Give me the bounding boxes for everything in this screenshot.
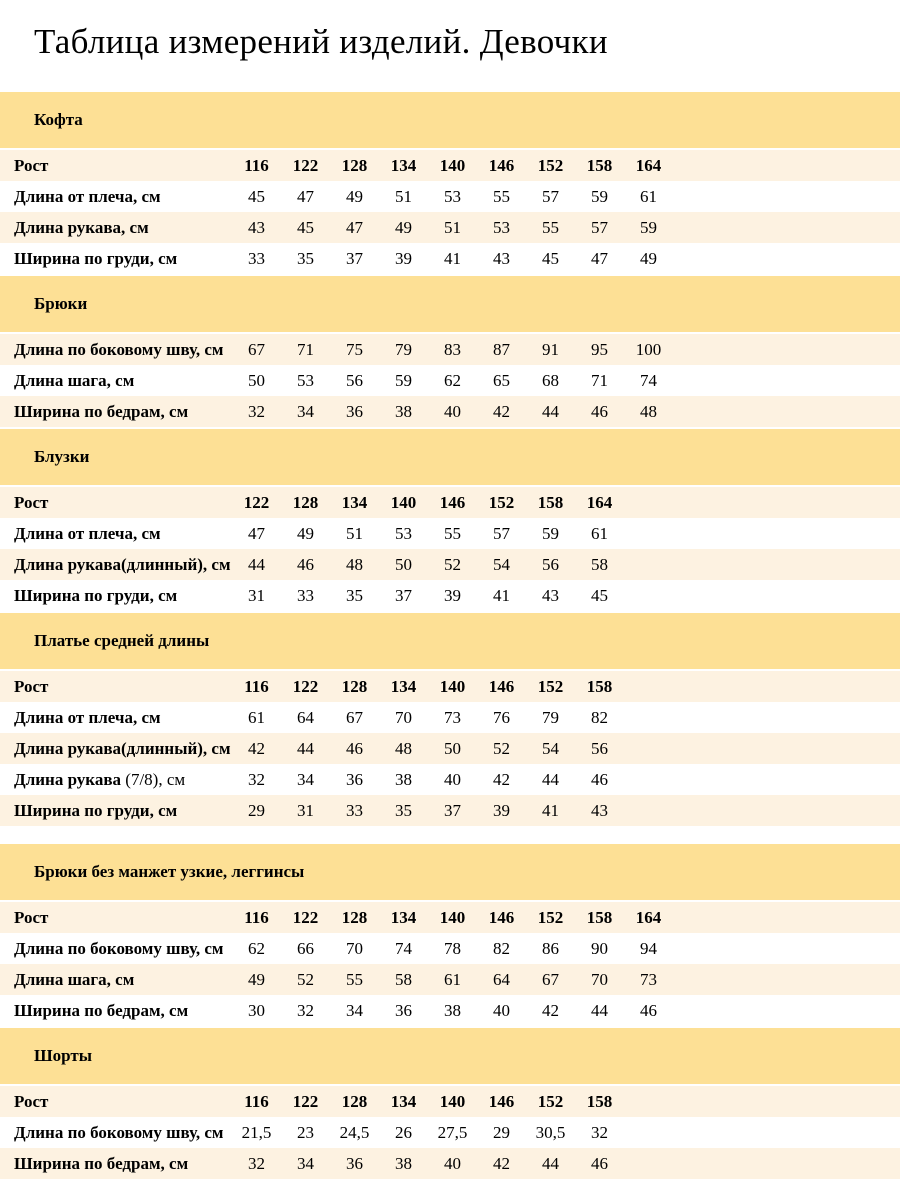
size-header-row — [0, 150, 900, 181]
cell-value: 64 — [297, 707, 314, 727]
cell-value: 70 — [591, 969, 608, 989]
cell-value: 67 — [542, 969, 559, 989]
cell-value: 41 — [542, 800, 559, 820]
row-label: Длина по боковому шву, см — [14, 938, 224, 958]
cell-value: 33 — [346, 800, 363, 820]
cell-value: 82 — [591, 707, 608, 727]
measurement-table — [0, 1086, 900, 1179]
section-title: Шорты — [34, 1046, 93, 1065]
row-filler — [673, 902, 900, 933]
row-filler — [624, 795, 900, 826]
size-header-row — [0, 1086, 900, 1117]
section-header-band — [0, 92, 900, 148]
row-label: Рост — [14, 155, 49, 175]
cell-value: 51 — [444, 217, 461, 237]
cell-value: 35 — [297, 248, 314, 268]
cell-value: 46 — [591, 1153, 608, 1173]
cell-value: 40 — [444, 1153, 461, 1173]
table-row — [0, 212, 900, 243]
cell-value: 37 — [346, 248, 363, 268]
row-filler — [673, 181, 900, 212]
cell-value: 49 — [346, 186, 363, 206]
section-title: Брюки — [34, 294, 88, 313]
cell-value: 57 — [591, 217, 608, 237]
row-label: Рост — [14, 907, 49, 927]
row-label: Длина от плеча, см — [14, 707, 161, 727]
size-value: 152 — [537, 1091, 564, 1111]
cell-value: 43 — [493, 248, 510, 268]
section-header-band — [0, 844, 900, 900]
cell-value: 41 — [493, 585, 510, 605]
section-header-band — [0, 1028, 900, 1084]
cell-value: 50 — [395, 554, 412, 574]
size-value: 122 — [292, 676, 319, 696]
cell-value: 83 — [444, 339, 461, 359]
table-row — [0, 396, 900, 427]
cell-value: 44 — [297, 738, 314, 758]
cell-value: 48 — [395, 738, 412, 758]
measurement-table — [0, 487, 900, 611]
cell-value: 43 — [591, 800, 608, 820]
cell-value: 87 — [493, 339, 510, 359]
cell-value: 52 — [444, 554, 461, 574]
cell-value: 32 — [297, 1000, 314, 1020]
cell-value: 46 — [591, 769, 608, 789]
section-title: Брюки без манжет узкие, леггинсы — [34, 862, 305, 881]
cell-value: 41 — [444, 248, 461, 268]
table-row — [0, 995, 900, 1026]
cell-value: 40 — [444, 769, 461, 789]
row-filler — [673, 933, 900, 964]
cell-value: 36 — [346, 401, 363, 421]
cell-value: 79 — [542, 707, 559, 727]
cell-value: 59 — [542, 523, 559, 543]
section — [0, 276, 900, 427]
cell-value: 46 — [640, 1000, 657, 1020]
table-row — [0, 365, 900, 396]
cell-value: 44 — [591, 1000, 608, 1020]
cell-value: 29 — [248, 800, 265, 820]
measurement-table — [0, 150, 900, 274]
measurement-table — [0, 671, 900, 826]
table-row — [0, 518, 900, 549]
cell-value: 37 — [395, 585, 412, 605]
cell-value: 36 — [346, 769, 363, 789]
cell-value: 59 — [640, 217, 657, 237]
cell-value: 46 — [346, 738, 363, 758]
cell-value: 74 — [395, 938, 412, 958]
row-label: Длина рукава(длинный), см — [14, 738, 231, 758]
cell-value: 73 — [444, 707, 461, 727]
cell-value: 52 — [297, 969, 314, 989]
cell-value: 30 — [248, 1000, 265, 1020]
cell-value: 76 — [493, 707, 510, 727]
cell-value: 36 — [395, 1000, 412, 1020]
cell-value: 33 — [297, 585, 314, 605]
cell-value: 61 — [640, 186, 657, 206]
table-row — [0, 181, 900, 212]
size-value: 134 — [390, 155, 417, 175]
row-filler — [624, 764, 900, 795]
cell-value: 53 — [493, 217, 510, 237]
cell-value: 67 — [346, 707, 363, 727]
size-value: 140 — [439, 1091, 466, 1111]
row-filler — [624, 1086, 900, 1117]
row-label: Длина от плеча, см — [14, 186, 161, 206]
row-label: Ширина по груди, см — [14, 585, 178, 605]
cell-value: 56 — [591, 738, 608, 758]
cell-value: 52 — [493, 738, 510, 758]
cell-value: 56 — [542, 554, 559, 574]
cell-value: 32 — [248, 769, 265, 789]
cell-value: 61 — [444, 969, 461, 989]
cell-value: 50 — [248, 370, 265, 390]
cell-value: 31 — [297, 800, 314, 820]
row-filler — [673, 396, 900, 427]
cell-value: 49 — [297, 523, 314, 543]
cell-value: 44 — [542, 769, 559, 789]
cell-value: 49 — [395, 217, 412, 237]
row-filler — [673, 212, 900, 243]
cell-value: 91 — [542, 339, 559, 359]
table-row — [0, 795, 900, 826]
cell-value: 45 — [542, 248, 559, 268]
section-title: Платье средней длины — [34, 631, 210, 650]
row-label-suffix: (7/8), см — [125, 769, 186, 789]
cell-value: 35 — [395, 800, 412, 820]
cell-value: 23 — [297, 1122, 314, 1142]
size-value: 128 — [341, 907, 368, 927]
measurement-table — [0, 334, 900, 427]
cell-value: 59 — [395, 370, 412, 390]
table-row — [0, 733, 900, 764]
size-header-row — [0, 902, 900, 933]
cell-value: 42 — [248, 738, 265, 758]
cell-value: 45 — [297, 217, 314, 237]
size-value: 152 — [537, 676, 564, 696]
row-label: Длина рукава (7/8), см — [14, 769, 186, 789]
row-label: Длина рукава, см — [14, 217, 149, 237]
cell-value: 43 — [542, 585, 559, 605]
row-label: Длина рукава(длинный), см — [14, 554, 231, 574]
cell-value: 39 — [444, 585, 461, 605]
row-filler — [624, 702, 900, 733]
cell-value: 35 — [346, 585, 363, 605]
row-label: Ширина по бедрам, см — [14, 401, 189, 421]
row-label: Длина по боковому шву, см — [14, 1122, 224, 1142]
cell-value: 44 — [542, 1153, 559, 1173]
row-label: Ширина по бедрам, см — [14, 1000, 189, 1020]
row-filler — [624, 518, 900, 549]
cell-value: 61 — [591, 523, 608, 543]
cell-value: 32 — [248, 401, 265, 421]
cell-value: 47 — [591, 248, 608, 268]
size-value: 122 — [292, 155, 319, 175]
row-filler — [673, 995, 900, 1026]
row-label: Длина по боковому шву, см — [14, 339, 224, 359]
row-label: Ширина по груди, см — [14, 248, 178, 268]
cell-value: 31 — [248, 585, 265, 605]
cell-value: 38 — [395, 1153, 412, 1173]
table-row — [0, 1148, 900, 1179]
cell-value: 57 — [493, 523, 510, 543]
table-row — [0, 1117, 900, 1148]
cell-value: 47 — [248, 523, 265, 543]
table-row — [0, 580, 900, 611]
cell-value: 55 — [444, 523, 461, 543]
row-filler — [673, 334, 900, 365]
cell-value: 37 — [444, 800, 461, 820]
section-title: Кофта — [34, 110, 83, 129]
size-value: 158 — [537, 492, 564, 512]
cell-value: 70 — [395, 707, 412, 727]
cell-value: 32 — [248, 1153, 265, 1173]
size-value: 134 — [390, 907, 417, 927]
cell-value: 73 — [640, 969, 657, 989]
cell-value: 74 — [640, 370, 657, 390]
cell-value: 33 — [248, 248, 265, 268]
cell-value: 51 — [395, 186, 412, 206]
cell-value: 39 — [493, 800, 510, 820]
section-header-band — [0, 276, 900, 332]
cell-value: 42 — [493, 1153, 510, 1173]
row-label: Рост — [14, 492, 49, 512]
row-filler — [624, 1117, 900, 1148]
section-header-band — [0, 429, 900, 485]
cell-value: 40 — [493, 1000, 510, 1020]
cell-value: 49 — [248, 969, 265, 989]
cell-value: 44 — [542, 401, 559, 421]
table-row — [0, 702, 900, 733]
cell-value: 58 — [591, 554, 608, 574]
row-filler — [673, 243, 900, 274]
row-label: Длина от плеча, см — [14, 523, 161, 543]
cell-value: 71 — [297, 339, 314, 359]
cell-value: 86 — [542, 938, 559, 958]
cell-value: 71 — [591, 370, 608, 390]
cell-value: 62 — [248, 938, 265, 958]
size-value: 116 — [244, 1091, 269, 1111]
cell-value: 44 — [248, 554, 265, 574]
row-label: Рост — [14, 676, 49, 696]
size-value: 116 — [244, 676, 269, 696]
cell-value: 24,5 — [339, 1122, 370, 1142]
row-filler — [624, 671, 900, 702]
size-value: 146 — [488, 907, 515, 927]
cell-value: 29 — [493, 1122, 510, 1142]
size-value: 134 — [390, 676, 417, 696]
cell-value: 30,5 — [535, 1122, 566, 1142]
cell-value: 78 — [444, 938, 461, 958]
row-filler — [624, 1148, 900, 1179]
cell-value: 34 — [297, 1153, 314, 1173]
cell-value: 61 — [248, 707, 265, 727]
cell-value: 42 — [493, 401, 510, 421]
table-row — [0, 933, 900, 964]
cell-value: 51 — [346, 523, 363, 543]
cell-value: 68 — [542, 370, 559, 390]
cell-value: 48 — [346, 554, 363, 574]
size-value: 134 — [390, 1091, 417, 1111]
cell-value: 58 — [395, 969, 412, 989]
cell-value: 57 — [542, 186, 559, 206]
cell-value: 27,5 — [437, 1122, 468, 1142]
size-value: 122 — [292, 1091, 319, 1111]
size-value: 158 — [586, 1091, 613, 1111]
size-header-row — [0, 487, 900, 518]
cell-value: 75 — [346, 339, 363, 359]
table-row — [0, 334, 900, 365]
size-value: 122 — [243, 492, 270, 512]
row-label: Длина шага, см — [14, 969, 135, 989]
size-value: 164 — [635, 155, 662, 175]
cell-value: 53 — [297, 370, 314, 390]
size-value: 146 — [488, 676, 515, 696]
cell-value: 38 — [444, 1000, 461, 1020]
size-value: 158 — [586, 155, 613, 175]
cell-value: 38 — [395, 769, 412, 789]
row-filler — [673, 964, 900, 995]
size-value: 152 — [537, 907, 564, 927]
cell-value: 36 — [346, 1153, 363, 1173]
cell-value: 26 — [395, 1122, 412, 1142]
cell-value: 47 — [297, 186, 314, 206]
cell-value: 70 — [346, 938, 363, 958]
page-title: Таблица измерений изделий. Девочки — [34, 22, 608, 61]
cell-value: 55 — [493, 186, 510, 206]
section — [0, 1028, 900, 1179]
cell-value: 65 — [493, 370, 510, 390]
cell-value: 54 — [493, 554, 510, 574]
size-value: 128 — [341, 155, 368, 175]
size-value: 152 — [488, 492, 515, 512]
row-filler — [673, 150, 900, 181]
size-value: 158 — [586, 907, 613, 927]
cell-value: 53 — [395, 523, 412, 543]
size-value: 116 — [244, 155, 269, 175]
section — [0, 613, 900, 826]
cell-value: 42 — [493, 769, 510, 789]
row-filler — [624, 487, 900, 518]
size-value: 134 — [341, 492, 368, 512]
cell-value: 21,5 — [241, 1122, 272, 1142]
row-filler — [624, 733, 900, 764]
size-value: 152 — [537, 155, 564, 175]
cell-value: 45 — [248, 186, 265, 206]
size-value: 140 — [439, 907, 466, 927]
size-value: 128 — [341, 1091, 368, 1111]
section — [0, 92, 900, 274]
cell-value: 34 — [297, 769, 314, 789]
cell-value: 40 — [444, 401, 461, 421]
row-filler — [624, 580, 900, 611]
cell-value: 67 — [248, 339, 265, 359]
size-value: 164 — [635, 907, 662, 927]
section-title: Блузки — [34, 447, 90, 466]
size-value: 128 — [292, 492, 319, 512]
cell-value: 94 — [640, 938, 657, 958]
row-filler — [673, 365, 900, 396]
table-row — [0, 764, 900, 795]
cell-value: 45 — [591, 585, 608, 605]
cell-value: 66 — [297, 938, 314, 958]
size-value: 140 — [439, 676, 466, 696]
size-value: 164 — [586, 492, 613, 512]
cell-value: 46 — [591, 401, 608, 421]
cell-value: 39 — [395, 248, 412, 268]
cell-value: 38 — [395, 401, 412, 421]
row-label: Ширина по бедрам, см — [14, 1153, 189, 1173]
cell-value: 43 — [248, 217, 265, 237]
cell-value: 82 — [493, 938, 510, 958]
size-header-row — [0, 671, 900, 702]
section — [0, 429, 900, 611]
cell-value: 95 — [591, 339, 608, 359]
size-value: 140 — [439, 155, 466, 175]
cell-value: 55 — [542, 217, 559, 237]
size-value: 146 — [488, 1091, 515, 1111]
cell-value: 42 — [542, 1000, 559, 1020]
size-value: 140 — [390, 492, 417, 512]
cell-value: 46 — [297, 554, 314, 574]
size-value: 158 — [586, 676, 613, 696]
sections-container — [0, 92, 900, 1179]
cell-value: 34 — [346, 1000, 363, 1020]
section — [0, 844, 900, 1026]
cell-value: 64 — [493, 969, 510, 989]
cell-value: 32 — [591, 1122, 608, 1142]
size-value: 116 — [244, 907, 269, 927]
cell-value: 59 — [591, 186, 608, 206]
cell-value: 49 — [640, 248, 657, 268]
size-value: 146 — [439, 492, 466, 512]
cell-value: 100 — [635, 339, 662, 359]
row-filler — [624, 549, 900, 580]
cell-value: 62 — [444, 370, 461, 390]
cell-value: 34 — [297, 401, 314, 421]
size-value: 122 — [292, 907, 319, 927]
row-label: Рост — [14, 1091, 49, 1111]
cell-value: 53 — [444, 186, 461, 206]
cell-value: 79 — [395, 339, 412, 359]
table-row — [0, 243, 900, 274]
table-row — [0, 964, 900, 995]
cell-value: 55 — [346, 969, 363, 989]
table-row — [0, 549, 900, 580]
cell-value: 54 — [542, 738, 559, 758]
cell-value: 90 — [591, 938, 608, 958]
size-value: 146 — [488, 155, 515, 175]
cell-value: 56 — [346, 370, 363, 390]
cell-value: 50 — [444, 738, 461, 758]
cell-value: 47 — [346, 217, 363, 237]
row-label: Длина шага, см — [14, 370, 135, 390]
measurement-table — [0, 902, 900, 1026]
size-value: 128 — [341, 676, 368, 696]
section-header-band — [0, 613, 900, 669]
row-label: Ширина по груди, см — [14, 800, 178, 820]
cell-value: 48 — [640, 401, 657, 421]
